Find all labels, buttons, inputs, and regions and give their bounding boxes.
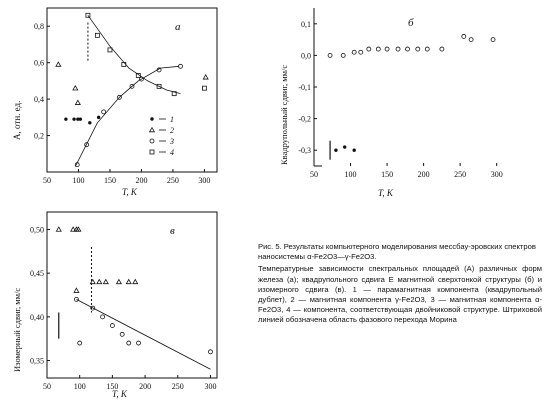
legend-marker-series-2 <box>150 128 155 132</box>
panel-a-point-series-2 <box>75 100 80 104</box>
panel-a-point-series-1 <box>73 118 76 121</box>
legend-marker-series-3 <box>150 139 154 143</box>
panel-a-point-series-4 <box>108 48 112 52</box>
panel-c-point <box>110 324 114 328</box>
panel-b-point <box>376 47 380 51</box>
panel-c-point <box>133 279 138 283</box>
panel-c-ytick-label: 0,40 <box>30 312 44 322</box>
panel-b-point <box>416 47 420 51</box>
caption-body: Температурные зависимости спектральных площадей (A) различных форм железа (a); квадрупольного сдвига E магнитной сверхтонкой структуры (б) и изомерного сдвига (в). 1 — парамагнитная компонента (квадрупольный дублет), 2 — магнитная компонента γ-Fe2O3, 3 — магнитная компонента α-Fe2O3, 4 — компонента, соответствующая двойниковой структуре. Штриховой линией обозначена область фазового перехода Морина <box>258 264 542 325</box>
panel-b-ytick-label: -0,2 <box>298 114 311 124</box>
panel-c-point <box>208 350 212 354</box>
panel-a-xtick-label: 150 <box>103 176 116 185</box>
panel-b-ylabel: Квадрупольный сдвиг, мм/с <box>279 64 289 165</box>
panel-a-point-series-4 <box>122 62 126 66</box>
panel-a-point-series-4 <box>202 86 206 90</box>
panel-a-xtick-label: 300 <box>198 176 211 185</box>
panel-b-xtick-label: 50 <box>310 170 318 179</box>
panel-c-ylabel: Изомерный сдвиг, мм/с <box>12 287 22 372</box>
panel-b-ytick-label: -0,1 <box>298 83 311 92</box>
panel-a <box>12 8 217 197</box>
panel-c-point <box>74 288 79 292</box>
figure-caption <box>258 242 542 326</box>
panel-a-point-series-2 <box>203 75 208 79</box>
panel-a-point-series-1 <box>79 118 82 121</box>
panel-a-xtick-label: 50 <box>43 176 51 185</box>
panel-c-xtick-label: 200 <box>139 382 152 391</box>
panel-c-point <box>127 341 131 345</box>
panel-b <box>279 8 503 198</box>
panel-a-point-series-1 <box>89 122 92 125</box>
panel-b-point <box>491 38 495 42</box>
panel-b-ytick-label: 0,1 <box>301 19 311 29</box>
panel-a-point-series-2 <box>73 86 78 90</box>
panel-c-frame <box>47 212 217 378</box>
panel-c-point <box>120 332 124 336</box>
legend-label-series-1: 1 <box>170 115 174 124</box>
panel-c-label: в <box>170 225 175 237</box>
panel-a-xtick-label: 250 <box>166 176 179 185</box>
panel-b-ytick-label: -0,3 <box>298 146 311 156</box>
panel-b-point <box>352 50 356 54</box>
legend-marker-series-4 <box>150 150 154 154</box>
panel-a-ytick-label: 0,2 <box>34 131 44 141</box>
legend-label-series-3: 3 <box>170 137 174 146</box>
panel-c-point <box>103 279 108 283</box>
panel-a-ytick-label: 0,6 <box>34 58 44 68</box>
panel-c-ytick-label: 0,45 <box>30 269 44 279</box>
panel-c-point <box>56 227 61 231</box>
caption-title: Рис. 5. Результаты компьютерного моделирования мессбау-эровских спектров наносистемы α-Fe2O3—γ-Fe2O3. <box>258 242 536 262</box>
legend-label-series-2: 2 <box>170 126 174 135</box>
panel-c <box>12 212 217 399</box>
panel-c-xtick-label: 50 <box>43 382 51 391</box>
panel-b-point <box>385 47 389 51</box>
panel-b-point <box>396 47 400 51</box>
panel-a-label: a <box>175 21 181 33</box>
panel-b-point <box>341 53 345 57</box>
panel-a-point-series-1 <box>97 116 100 119</box>
panel-b-ytick-label: 0,0 <box>301 51 311 61</box>
panel-c-xtick-label: 250 <box>171 382 184 391</box>
legend-marker-series-1 <box>151 118 154 121</box>
panel-a-xtick-label: 200 <box>135 176 148 185</box>
panel-b-point <box>462 34 466 38</box>
panel-b-label: б <box>408 17 414 29</box>
panel-c-point <box>137 341 141 345</box>
panel-b-xtick-label: 200 <box>417 170 430 179</box>
panel-b-xtick-label: 250 <box>454 170 467 179</box>
panel-a-xtick-label: 100 <box>72 176 85 185</box>
panel-a-ytick-label: 0,8 <box>34 22 44 32</box>
panel-b-point <box>328 53 332 57</box>
panel-a-fit-series-4 <box>88 15 181 93</box>
panel-b-point <box>367 47 371 51</box>
panel-c-point <box>101 315 105 319</box>
panel-b-point <box>440 47 444 51</box>
panel-c-xlabel: T, K <box>112 389 127 399</box>
panel-a-fit-series-3 <box>75 66 179 166</box>
legend-label-series-4: 4 <box>170 148 174 157</box>
panel-b-xlabel: T, K <box>378 188 393 198</box>
panel-b-point <box>353 149 356 152</box>
panel-c-point <box>97 279 102 283</box>
panel-b-point <box>359 50 363 54</box>
panel-c-point <box>117 279 122 283</box>
panel-a-legend <box>150 115 174 157</box>
panel-c-ytick-label: 0,50 <box>30 225 44 235</box>
panel-a-point-series-4 <box>95 33 99 37</box>
panel-b-point <box>335 149 338 152</box>
panel-a-ytick-label: 0,4 <box>34 95 44 105</box>
panel-c-xtick-label: 100 <box>73 382 86 391</box>
panel-c-fit-line <box>76 299 210 369</box>
panel-b-xtick-label: 150 <box>381 170 394 179</box>
panel-a-ylabel: A, отн. ед. <box>12 100 22 140</box>
panel-a-point-series-2 <box>56 62 61 66</box>
panel-c-xtick-label: 300 <box>204 382 217 391</box>
panel-b-point <box>343 146 346 149</box>
panel-a-xlabel: T, K <box>122 187 137 197</box>
panel-c-point <box>126 279 131 283</box>
panel-c-ytick-label: 0,35 <box>30 356 44 366</box>
panel-c-xtick-label: 150 <box>106 382 119 391</box>
panel-b-xtick-label: 100 <box>344 170 357 179</box>
panel-a-point-series-3 <box>102 110 106 114</box>
panel-b-point <box>406 47 410 51</box>
panel-c-point <box>78 341 82 345</box>
panel-b-point <box>469 38 473 42</box>
panel-a-point-series-1 <box>65 118 68 121</box>
panel-b-xtick-label: 300 <box>490 170 503 179</box>
panel-b-point <box>425 47 429 51</box>
